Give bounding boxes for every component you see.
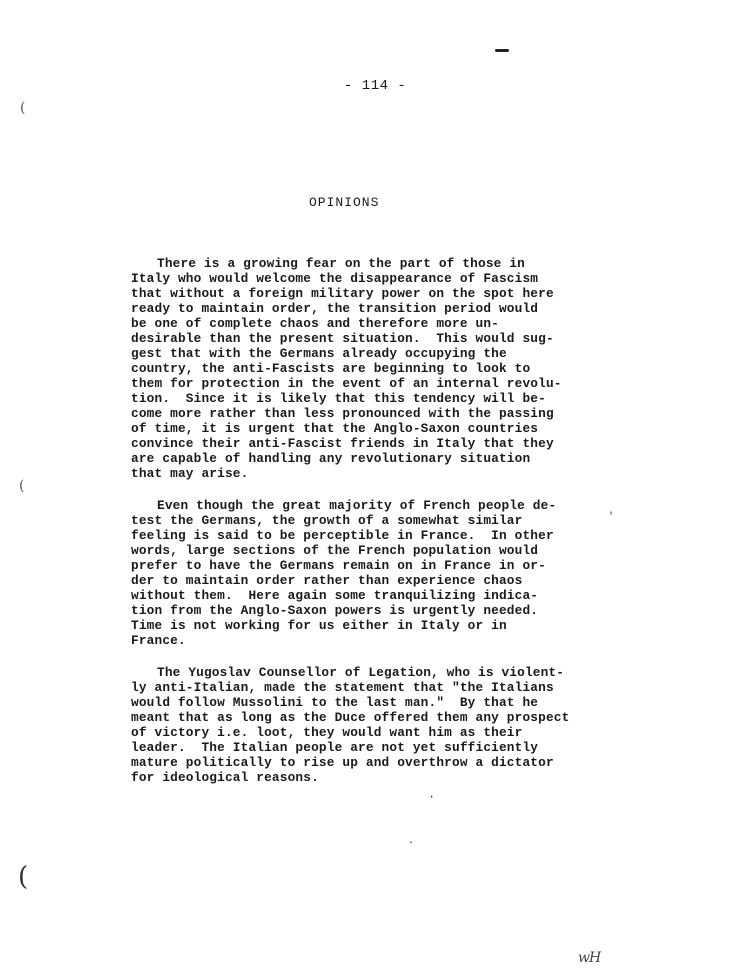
- paragraph-line: ready to maintain order, the transition period would: [131, 301, 539, 316]
- paragraph-line: would follow Mussolini to the last man." By that he: [131, 695, 539, 710]
- paragraph-line: convince their anti-Fascist friends in Italy that they: [131, 436, 554, 451]
- paragraph-line: test the Germans, the growth of a somewhat similar: [131, 513, 523, 528]
- paragraph-line: country, the anti-Fascists are beginning to look to: [131, 361, 531, 376]
- paragraph-line: desirable than the present situation. This would sug-: [131, 331, 554, 346]
- paragraph-line: are capable of handling any revolutionary situation: [131, 451, 531, 466]
- paragraph-line: come more rather than less pronounced with the passing: [131, 406, 554, 421]
- paragraph-line: meant that as long as the Duce offered them any prospect: [131, 710, 570, 725]
- margin-mark: (: [20, 100, 26, 116]
- margin-mark: (: [18, 862, 29, 892]
- paragraph-line: Time is not working for us either in Italy or in: [131, 618, 507, 633]
- paragraph-line: be one of complete chaos and therefore more un-: [131, 316, 499, 331]
- paragraph-line: for ideological reasons.: [131, 770, 319, 785]
- paragraph-line: France.: [131, 633, 186, 648]
- paragraph-line: der to maintain order rather than experience chaos: [131, 573, 523, 588]
- paragraph-line: prefer to have the Germans remain on in France in or-: [131, 558, 546, 573]
- paragraph-line: feeling is said to be perceptible in France. In other: [131, 528, 554, 543]
- paragraph-line: There is a growing fear on the part of those in: [157, 256, 525, 271]
- paragraph-line: that may arise.: [131, 466, 249, 481]
- page-number: - 114 -: [344, 78, 407, 94]
- paragraph-line: them for protection in the event of an internal revolu-: [131, 376, 562, 391]
- paragraph-line: of time, it is urgent that the Anglo-Saxon countries: [131, 421, 539, 436]
- paragraph-line: ly anti-Italian, made the statement that "the Italians: [131, 680, 554, 695]
- handwritten-initials: wH: [578, 950, 601, 966]
- section-heading: OPINIONS: [309, 195, 380, 210]
- paragraph-line: that without a foreign military power on the spot here: [131, 286, 554, 301]
- paragraph-line: The Yugoslav Counsellor of Legation, who is violent-: [157, 665, 565, 680]
- paragraph-line: Italy who would welcome the disappearance of Fascism: [131, 271, 539, 286]
- paragraph-line: without them. Here again some tranquilizing indica-: [131, 588, 539, 603]
- paragraph-line: mature politically to rise up and overthrow a dictator: [131, 755, 554, 770]
- ink-mark: ·: [408, 838, 415, 849]
- paragraph-line: tion. Since it is likely that this tendency will be-: [131, 391, 546, 406]
- paragraph-line: leader. The Italian people are not yet sufficiently: [131, 740, 539, 755]
- paragraph-line: words, large sections of the French population would: [131, 543, 539, 558]
- paragraph-line: of victory i.e. loot, they would want him as their: [131, 725, 523, 740]
- paragraph-line: gest that with the Germans already occupying the: [131, 346, 507, 361]
- ink-mark: [495, 49, 509, 52]
- margin-mark: (: [19, 478, 25, 494]
- paragraph-line: Even though the great majority of French people de-: [157, 498, 557, 513]
- ink-mark: ': [608, 512, 615, 523]
- paragraph-line: tion from the Anglo-Saxon powers is urgently needed.: [131, 603, 539, 618]
- ink-mark: ·: [428, 790, 436, 804]
